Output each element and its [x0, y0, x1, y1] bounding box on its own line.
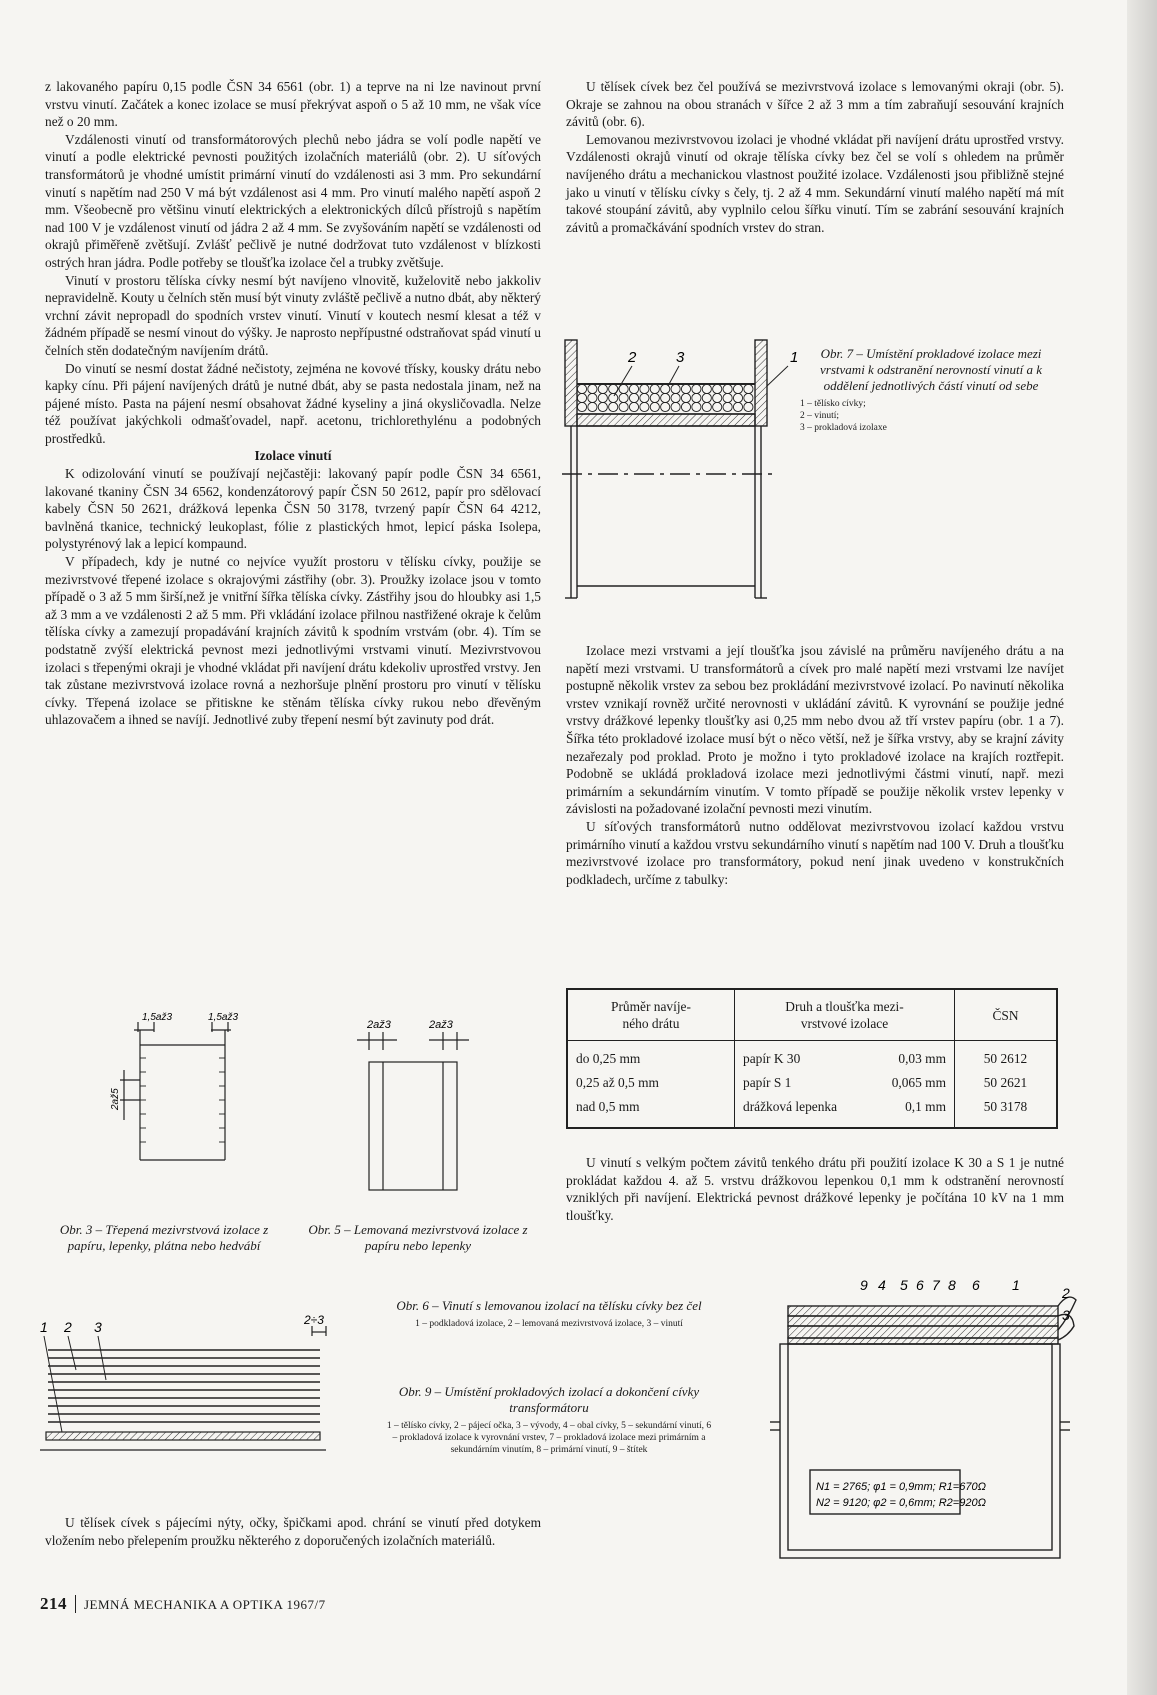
table-row [567, 1071, 1057, 1095]
table-cell [735, 1071, 955, 1095]
fig3-fringe-teeth [140, 1058, 225, 1142]
figure-9-caption: Obr. 9 – Umístění prokladových izolací a dokončení cívky transformátoru [398, 1384, 700, 1415]
figure-9-legend: 1 – tělísko cívky, 2 – pájecí očka, 3 – vývody, 4 – obal cívky, 5 – sekundární vinutí, 6 – prokladová izolace k vyrovnání vrstev, 7 – prokladová izolace mezi primárním a sekundárním vinutím, 8 – primární vinutí, 9 – štítek [386, 1421, 712, 1455]
figure-7-drawing [562, 336, 799, 626]
table-cell: nad 0,5 mm [567, 1095, 735, 1128]
table-cell: 0,25 až 0,5 mm [567, 1071, 735, 1095]
figure-7-caption-block [800, 346, 1062, 434]
legend-item: 2 – vinutí; [800, 411, 840, 421]
page-number: 214 [40, 1594, 67, 1613]
footer-separator [75, 1595, 76, 1613]
paragraph: U síťových transformátorů nutno oddělovat mezivrstvovou izolací každou vrstvu primárního vinutí a každou vrstvu sekundárního vinutí s napětím nad 100 V. Druh a tloušťku mezivrstvové izolace pro transformátory, pokud není jinak uvedeno v konstrukčních podkladech, určíme z tabulky: [566, 818, 1064, 887]
paragraph: Vinutí v prostoru tělíska cívky nesmí být navíjeno vlnovitě, kuželovitě nebo jakkoliv nepravidelně. Kouty u čelních stěn musí být vinuty zvláště pečlivě a nutno dbát, aby některý vrchní závit nepropadl do spodních vrstev vinutí. Vinutí v koutech nesmí klesat a též v žádném případě se nesmí vinout do výšky. Je naprosto nepřípustné odstraňovat spád vinutí u čelních stěn dodatečným navíjením drátů. [45, 272, 541, 358]
fig7-label-3: 3 [676, 349, 685, 366]
paragraph: V případech, kdy je nutné co nejvíce využít prostoru v tělísku cívky, použije se mezivrstvové třepené izolace s okrajovými zástřihy (obr. 3). Proužky izolace jsou v tomto případě o 3 až 5 mm širší,než je vnitřní šířka tělíska cívky. Zástřihy jsou do hloubky asi 1,5 až 3 mm a ve vzdálenosti 2 až 5 mm. Při vkládání izolace přilnou nastřižené okraje k čelům tělíska cívky a zamezují propadávání krajních závitů k spodním vrstvám (obr. 4). Tím se podstatně zvýší elektrická pevnost mezi jednotlivými vrstvami vinutí. Mezivrstvovou izolaci s třepenými okraji je vhodné vkládat při navíjení drátu kdekoliv uprostřed vrstvy. Jen tak zůstane mezivrstvová izolace rovná a nezhoršuje plnění prostoru pro vinutí v tělísku cívky. Třepená izolace se přitiskne ke stěnám tělíska cívky rukou nebo dřevěným uhlazovačem a ihned se navíjí. Jednotlivé zuby třepení nesmí být zavinuty pod drát. [45, 554, 541, 728]
table-cell: 50 2621 [955, 1071, 1058, 1095]
paragraph: K odizolování vinutí se používají nejčastěji: lakovaný papír podle ČSN 34 6561, lakované tkaniny ČSN 34 6562, kondenzátorový papír ČSN 50 2612, papír pro sdělovací kabely ČSN 50 2621, drážková lepenka ČSN 50 3178, tvrzený papír ČSN 64 4212, bavlněná tkanice, technický leukoplast, fólie z plastických hmot, lepicí páska Isolepa, polystyrénový lak a lepicí kompaund. [45, 466, 541, 552]
cell-thickness: 0,1 mm [905, 1099, 946, 1114]
fig9-label: 2 [1062, 1285, 1070, 1301]
table-cell: do 0,25 mm [567, 1041, 735, 1072]
table-cell: 50 2612 [955, 1041, 1058, 1072]
table-header: Průměr navíje- ného drátu [567, 989, 735, 1041]
figure-7-caption: Obr. 7 – Umístění prokladové izolace mezi vrstvami k odstranění nerovností vinutí a k oddělení jednotlivých částí vinutí od sebe [820, 346, 1042, 393]
page-edge-shadow [1127, 0, 1157, 1695]
paragraph: U tělísek cívek s pájecími nýty, očky, špičkami apod. chrání se vinutí před dotykem vložením nebo přelepením proužku některého z doporučených izolačních materiálů. [45, 1515, 541, 1548]
right-column-top [566, 78, 1064, 236]
legend-item: 3 – prokladová izolaxe [800, 423, 887, 433]
fig6-label-3: 3 [94, 1319, 102, 1335]
fig3-dim-label: 1,5až3 [142, 1012, 173, 1023]
cell-type: papír S 1 [743, 1075, 792, 1090]
fig7-label-2: 2 [628, 349, 637, 366]
fig6-label-1: 1 [40, 1319, 48, 1335]
fig3-dim-label: 2až5 [110, 1088, 121, 1110]
paragraph: Lemovanou mezivrstvovou izolaci je vhodné vkládat při navíjení drátu uprostřed vrstvy. Vzdálenosti okrajů vinutí od okraje tělíska cívky bez čel se volí s ohledem na průměr navíjeného drátu a mechanickou vlastnost použité izolace. Vzdálenosti jsou přibližně stejné jako u vinutí v tělísku cívky s čely, tj. 2 až 4 mm. Sekundární vinutí malého napětí má mít takové stoupání závitů, aby vyplnilo celou šířku vinutí. Tím se zabrání sesouvání krajních závitů a promačkávání spodních vrstev do stran. [566, 131, 1064, 235]
fig7-wire-coils [577, 384, 753, 411]
fig6-insulation-layers [48, 1350, 320, 1422]
fig9-label: 6 [972, 1277, 980, 1293]
right-column-middle [566, 642, 1064, 888]
table-header: ČSN [955, 989, 1058, 1041]
fig9-plate-line2: N2 = 9120; φ2 = 0,6mm; R2=920Ω [816, 1497, 986, 1509]
fig9-label: 7 [932, 1277, 940, 1293]
figure-6-drawing [40, 1310, 330, 1485]
left-column [45, 78, 541, 729]
legend-item: 1 – tělísko cívky; [800, 399, 866, 409]
fig5-dim-label: 2až3 [367, 1019, 391, 1031]
fig9-label: 6 [916, 1277, 924, 1293]
left-column-bottom [45, 1514, 541, 1549]
paragraph: Izolace mezi vrstvami a její tloušťka jsou závislé na průměru navíjeného drátu a na napětí mezi vrstvami. U transformátorů a cívek pro malé napětí mezi vrstvami lze navíjet postupně několik vrstev za sebou bez prokládání mezivrstvové izolací. Po navinutí několika vrstev vznikají rovněž určité nerovnosti v ukládání závitů. K vyrovnání se použije jedné vrstvy drážkové lepenky tloušťky asi 0,25 mm nebo dvou až tří vrstev papíru (obr. 1 a 7). Šířka této prokladové izolace musí být o něco větší, než je šířka vrstvy, aby se krajní závity nezařezaly pod proklad. Proto je možno i tyto prokladové izolace na krajích roztřepit. Podobně se ukládá prokladová izolace mezi jednotlivými částmi vinutí, např. mezi primárním a sekundárním vinutím. V tomto případě se použije několik vrstev lepenky v závislosti na požadované izolační pevnosti mezi vinutím. [566, 643, 1064, 817]
cell-type: papír K 30 [743, 1051, 801, 1066]
insulation-table [566, 988, 1058, 1129]
figure-7-legend [800, 398, 1062, 434]
paragraph: Do vinutí se nesmí dostat žádné nečistoty, zejména ne kovové třísky, kousky drátu nebo kapky cínu. Při pájení navíjených drátů je nutné dbát, aby se pasta nedostala jinam, než na pájené místo. Pasta na pájení nesmí obsahovat žádné kyseliny a jiná okysličovadla. Nelze též používat jakýchkoli odmašťovadel, např. acetonu, trichlorethylénu a podobných prostředků. [45, 360, 541, 446]
table-header: Druh a tloušťka mezi- vrstvové izolace [735, 989, 955, 1041]
page-footer [40, 1594, 326, 1614]
paragraph: U vinutí s velkým počtem závitů tenkého drátu při použití izolace K 30 a S 1 je nutné prokládat každou 4. až 5. vrstvu drážkovou lepenkou 0,1 mm k odstranění nerovností vzniklých při navíjení. Elektrická pevnost drážkové lepenky je počítána 10 kV na 1 mm tloušťky. [566, 1155, 1064, 1223]
fig9-label: 5 [900, 1277, 908, 1293]
figure-5-caption: Obr. 5 – Lemovaná mezivrstvová izolace z papíru nebo lepenky [308, 1222, 528, 1253]
paragraph: Vzdálenosti vinutí od transformátorových plechů nebo jádra se volí podle napětí ve vinutí a podle elektrické pevnosti použitých izolačních materiálů (obr. 2). U síťových transformátorů je vhodné umístit primární vinutí do vzdálenosti asi 3 mm. Pro sekundární vinutí s napětím nad 250 V má být vzdálenost asi 4 mm. Pro vinutí malého napětí aspoň 2 mm. Všeobecně pro většinu vinutí elektrických a elektronických dílců přístrojů s napětím nad 100 V je vzdálenost vinutí od jádra 2 až 4 mm. Se zvyšováním napětí se vzdálenosti od okrajů přiměřeně zvětšují. Zvlášť pečlivě je nutné dodržovat tuto vzdálenost v blízkosti ostrých hran jádra. Podle potřeby se tloušťka izolace čel a trubky zvětšuje. [45, 131, 541, 270]
figure-3-caption: Obr. 3 – Třepená mezivrstvová izolace z papíru, lepenky, plátna nebo hedvábí [59, 1222, 269, 1253]
table-header-row [567, 989, 1057, 1041]
fig9-label: 8 [948, 1277, 956, 1293]
table-row [567, 1095, 1057, 1128]
paragraph: z lakovaného papíru 0,15 podle ČSN 34 6561 (obr. 1) a teprve na ni lze navinout první vrstvu vinutí. Začátek a konec izolace se musí překrývat aspoň o 5 až 10 mm, ne však více než o 20 mm. [45, 79, 541, 130]
fig3-dim-label: 1,5až3 [208, 1012, 239, 1023]
table-cell: 50 3178 [955, 1095, 1058, 1128]
fig9-label: 4 [878, 1277, 886, 1293]
paragraph: U tělísek cívek bez čel používá se mezivrstvová izolace s lemovanými okraji (obr. 5). Okraje se zahnou na obou stranách v šířce 2 až 3 mm a tím zabraňují sesouvání krajních závitů (obr. 6). [566, 79, 1064, 130]
fig9-label: 1 [1012, 1277, 1020, 1293]
figure-6-caption-block [384, 1298, 714, 1330]
journal-name: JEMNÁ MECHANIKA A OPTIKA 1967/7 [84, 1597, 326, 1612]
table-cell [735, 1041, 955, 1072]
fig7-label-1: 1 [790, 349, 799, 366]
right-column-bottom [566, 1154, 1064, 1224]
cell-thickness: 0,03 mm [898, 1051, 946, 1066]
figure-6-legend: 1 – podkladová izolace, 2 – lemovaná mezivrstvová izolace, 3 – vinutí [415, 1319, 683, 1329]
section-heading: Izolace vinutí [254, 448, 332, 464]
table-cell [735, 1095, 955, 1128]
fig5-dim-label: 2až3 [429, 1019, 453, 1031]
cell-thickness: 0,065 mm [891, 1075, 946, 1090]
fig9-label: 3 [1062, 1307, 1070, 1323]
cell-type: drážková lepenka [743, 1099, 838, 1114]
figure-6-caption: Obr. 6 – Vinutí s lemovanou izolací na tělísku cívky bez čel [396, 1298, 702, 1313]
table-row [567, 1041, 1057, 1072]
figure-9-drawing [770, 1270, 1070, 1570]
figure-5-drawing [355, 1010, 475, 1200]
figure-3-drawing [110, 1010, 260, 1200]
fig9-label: 9 [860, 1277, 868, 1293]
fig6-label-2: 2 [64, 1319, 72, 1335]
figure-9-caption-block [384, 1384, 714, 1456]
fig9-plate-line1: N1 = 2765; φ1 = 0,9mm; R1=670Ω [816, 1481, 986, 1493]
fig6-dim-label: 2÷3 [304, 1313, 324, 1327]
